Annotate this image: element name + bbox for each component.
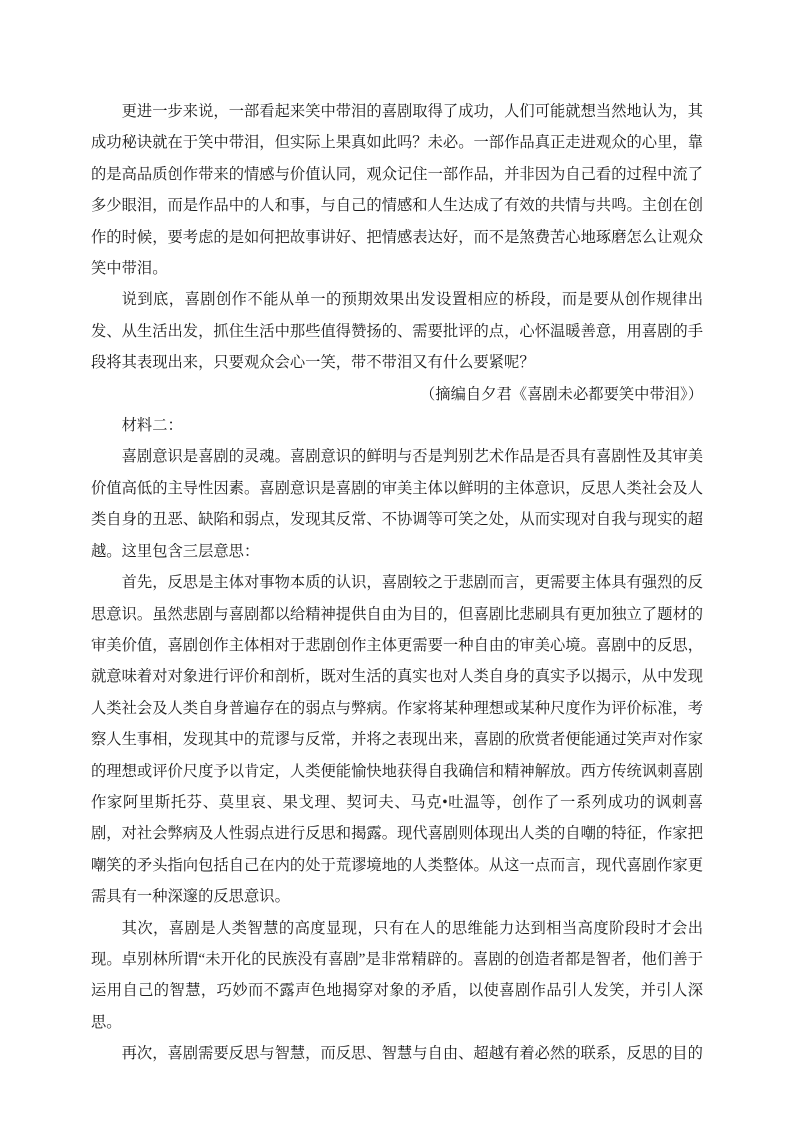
material2-first-point-paragraph: 首先，反思是主体对事物本质的认识，喜剧较之于悲剧而言，更需要主体具有强烈的反思意识。虽然悲剧与喜剧都以给精神提供自由为目的，但喜剧比悲刷具有更加独立了题材的审美价值，喜剧创作主体相对于悲剧创作主体更需要一种自由的审美心境。喜剧中的反思，就意味着对对象进行评价和剖析，既对生活的真实也对人类自身的真实予以揭示，从中发现人类社会及人类自身普遍存在的弱点与弊病。作家将某种理想或某种尺度作为评价标准，考察人生事相，发现其中的荒谬与反常，并将之表现出来，喜剧的欣赏者便能通过笑声对作家的理想或评价尺度予以肯定，人类便能愉快地获得自我确信和精神解放。西方传统讽刺喜剧作家阿里斯托芬、莫里哀、果戈理、契诃夫、马克•吐温等，创作了一系列成功的讽刺喜剧，对社会弊病及人性弱点进行反思和揭露。现代喜剧则体现出人类的自嘲的特征，作家把嘲笑的矛头指向包括自己在内的处于荒谬境地的人类整体。从这一点而言，现代喜剧作家更需具有一种深邃的反思意识。 <box>91 574 703 906</box>
material1-attribution: （摘编自夕君《喜剧未必都要笑中带泪》） <box>420 385 703 403</box>
material1-closing-paragraph: 说到底，喜剧创作不能从单一的预期效果出发设置相应的桥段，而是要从创作规律出发、从生活出发，抓住生活中那些值得赞扬的、需要批评的点，心怀温暖善意，用喜剧的手段将其表现出来，只要观众会心一笑，带不带泪又有什么要紧呢？ <box>91 291 703 372</box>
material2-heading: 材料二： <box>121 417 183 435</box>
material2-third-point-paragraph: 再次，喜剧需要反思与智慧，而反思、智慧与自由、超越有着必然的联系，反思的目的 <box>121 1045 703 1063</box>
material1-body-paragraph: 更进一步来说，一部看起来笑中带泪的喜剧取得了成功，人们可能就想当然地认为，其成功秘诀就在于笑中带泪，但实际上果真如此吗？未必。一部作品真正走进观众的心里，靠的是高品质创作带来的情感与价值认同，观众记住一部作品，并非因为自己看的过程中流了多少眼泪，而是作品中的人和事，与自己的情感和人生达成了有效的共情与共鸣。主创在创作的时候，要考虑的是如何把故事讲好、把情感表达好，而不是煞费苦心地琢磨怎么让观众笑中带泪。 <box>91 103 703 278</box>
material2-second-point-paragraph: 其次，喜剧是人类智慧的高度显现，只有在人的思维能力达到相当高度阶段时才会出现。卓别林所谓“未开化的民族没有喜剧”是非常精辟的。喜剧的创造者都是智者，他们善于运用自己的智慧，巧妙而不露声色地揭穿对象的矛盾，以使喜剧作品引人发笑，并引人深思。 <box>91 919 703 1031</box>
material2-intro-paragraph: 喜剧意识是喜剧的灵魂。喜剧意识的鲜明与否是判别艺术作品是否具有喜剧性及其审美价值高低的主导性因素。喜剧意识是喜剧的审美主体以鲜明的主体意识，反思人类社会及人类自身的丑恶、缺陷和弱点，发现其反常、不协调等可笑之处，从而实现对自我与现实的超越。这里包含三层意思： <box>91 448 703 560</box>
